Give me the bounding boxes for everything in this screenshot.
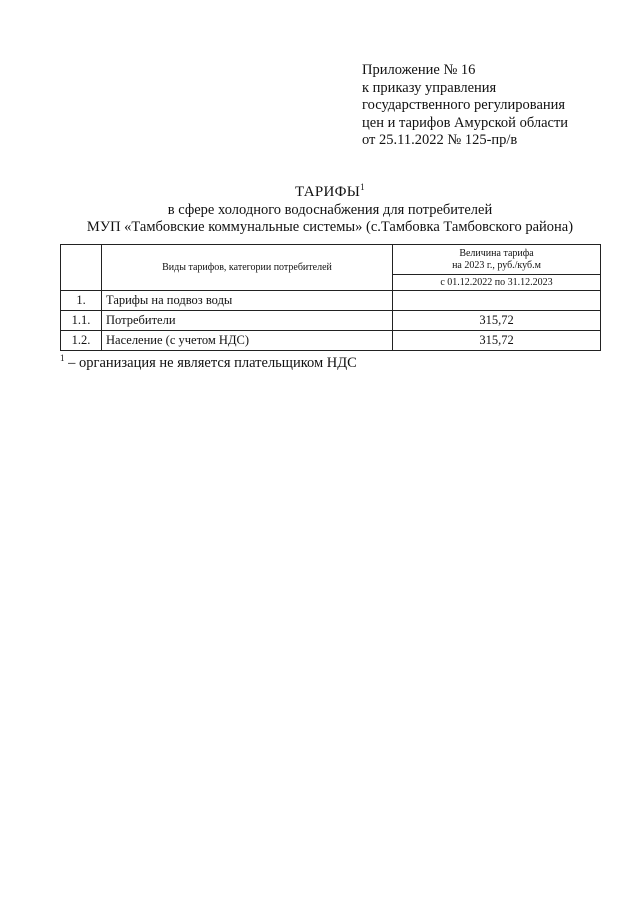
footnote xyxy=(60,355,357,372)
appendix-line: цен и тарифов Амурской области xyxy=(362,114,569,131)
header-value-cell xyxy=(393,245,601,275)
row-num: 1.1. xyxy=(61,311,102,331)
appendix-line: государственного регулирования xyxy=(362,97,566,113)
header-value-line: на 2023 г., руб./куб.м xyxy=(452,259,541,271)
table-header-row xyxy=(61,245,601,275)
appendix-line: Приложение № 16 xyxy=(362,62,476,78)
title-organization: МУП «Тамбовские коммунальные системы» (с.Тамбовка Тамбовского района) xyxy=(86,219,574,235)
title-subline: в сфере холодного водоснабжения для потребителей xyxy=(167,201,493,218)
row-value: 315,72 xyxy=(393,311,601,331)
title-text: ТАРИФЫ xyxy=(295,184,361,200)
footnote-mark: 1 xyxy=(60,353,65,364)
header-category-cell: Виды тарифов, категории потребителей xyxy=(102,245,393,291)
appendix-line: от 25.11.2022 № 125-пр/в xyxy=(362,132,518,148)
appendix-line: к приказу управления xyxy=(362,79,497,96)
header-value-line: Величина тарифа xyxy=(459,247,534,259)
row-name: Потребители xyxy=(102,311,393,331)
table-row xyxy=(61,331,601,351)
table-row xyxy=(61,291,601,311)
tariff-table xyxy=(60,244,601,351)
row-value: 315,72 xyxy=(393,331,601,351)
row-value xyxy=(393,291,601,311)
header-num-cell xyxy=(61,245,102,291)
row-num: 1. xyxy=(61,291,102,311)
header-period-cell: с 01.12.2022 по 31.12.2023 xyxy=(393,275,601,291)
footnote-text: – организация не является плательщиком НДС xyxy=(64,355,357,371)
row-num: 1.2. xyxy=(61,331,102,351)
appendix-block xyxy=(362,62,568,150)
table-row xyxy=(61,311,601,331)
title-footnote-mark: 1 xyxy=(360,182,365,192)
row-name: Тарифы на подвоз воды xyxy=(102,291,393,311)
title-block xyxy=(60,184,600,237)
row-name: Население (с учетом НДС) xyxy=(102,331,393,351)
page-title xyxy=(60,184,600,202)
